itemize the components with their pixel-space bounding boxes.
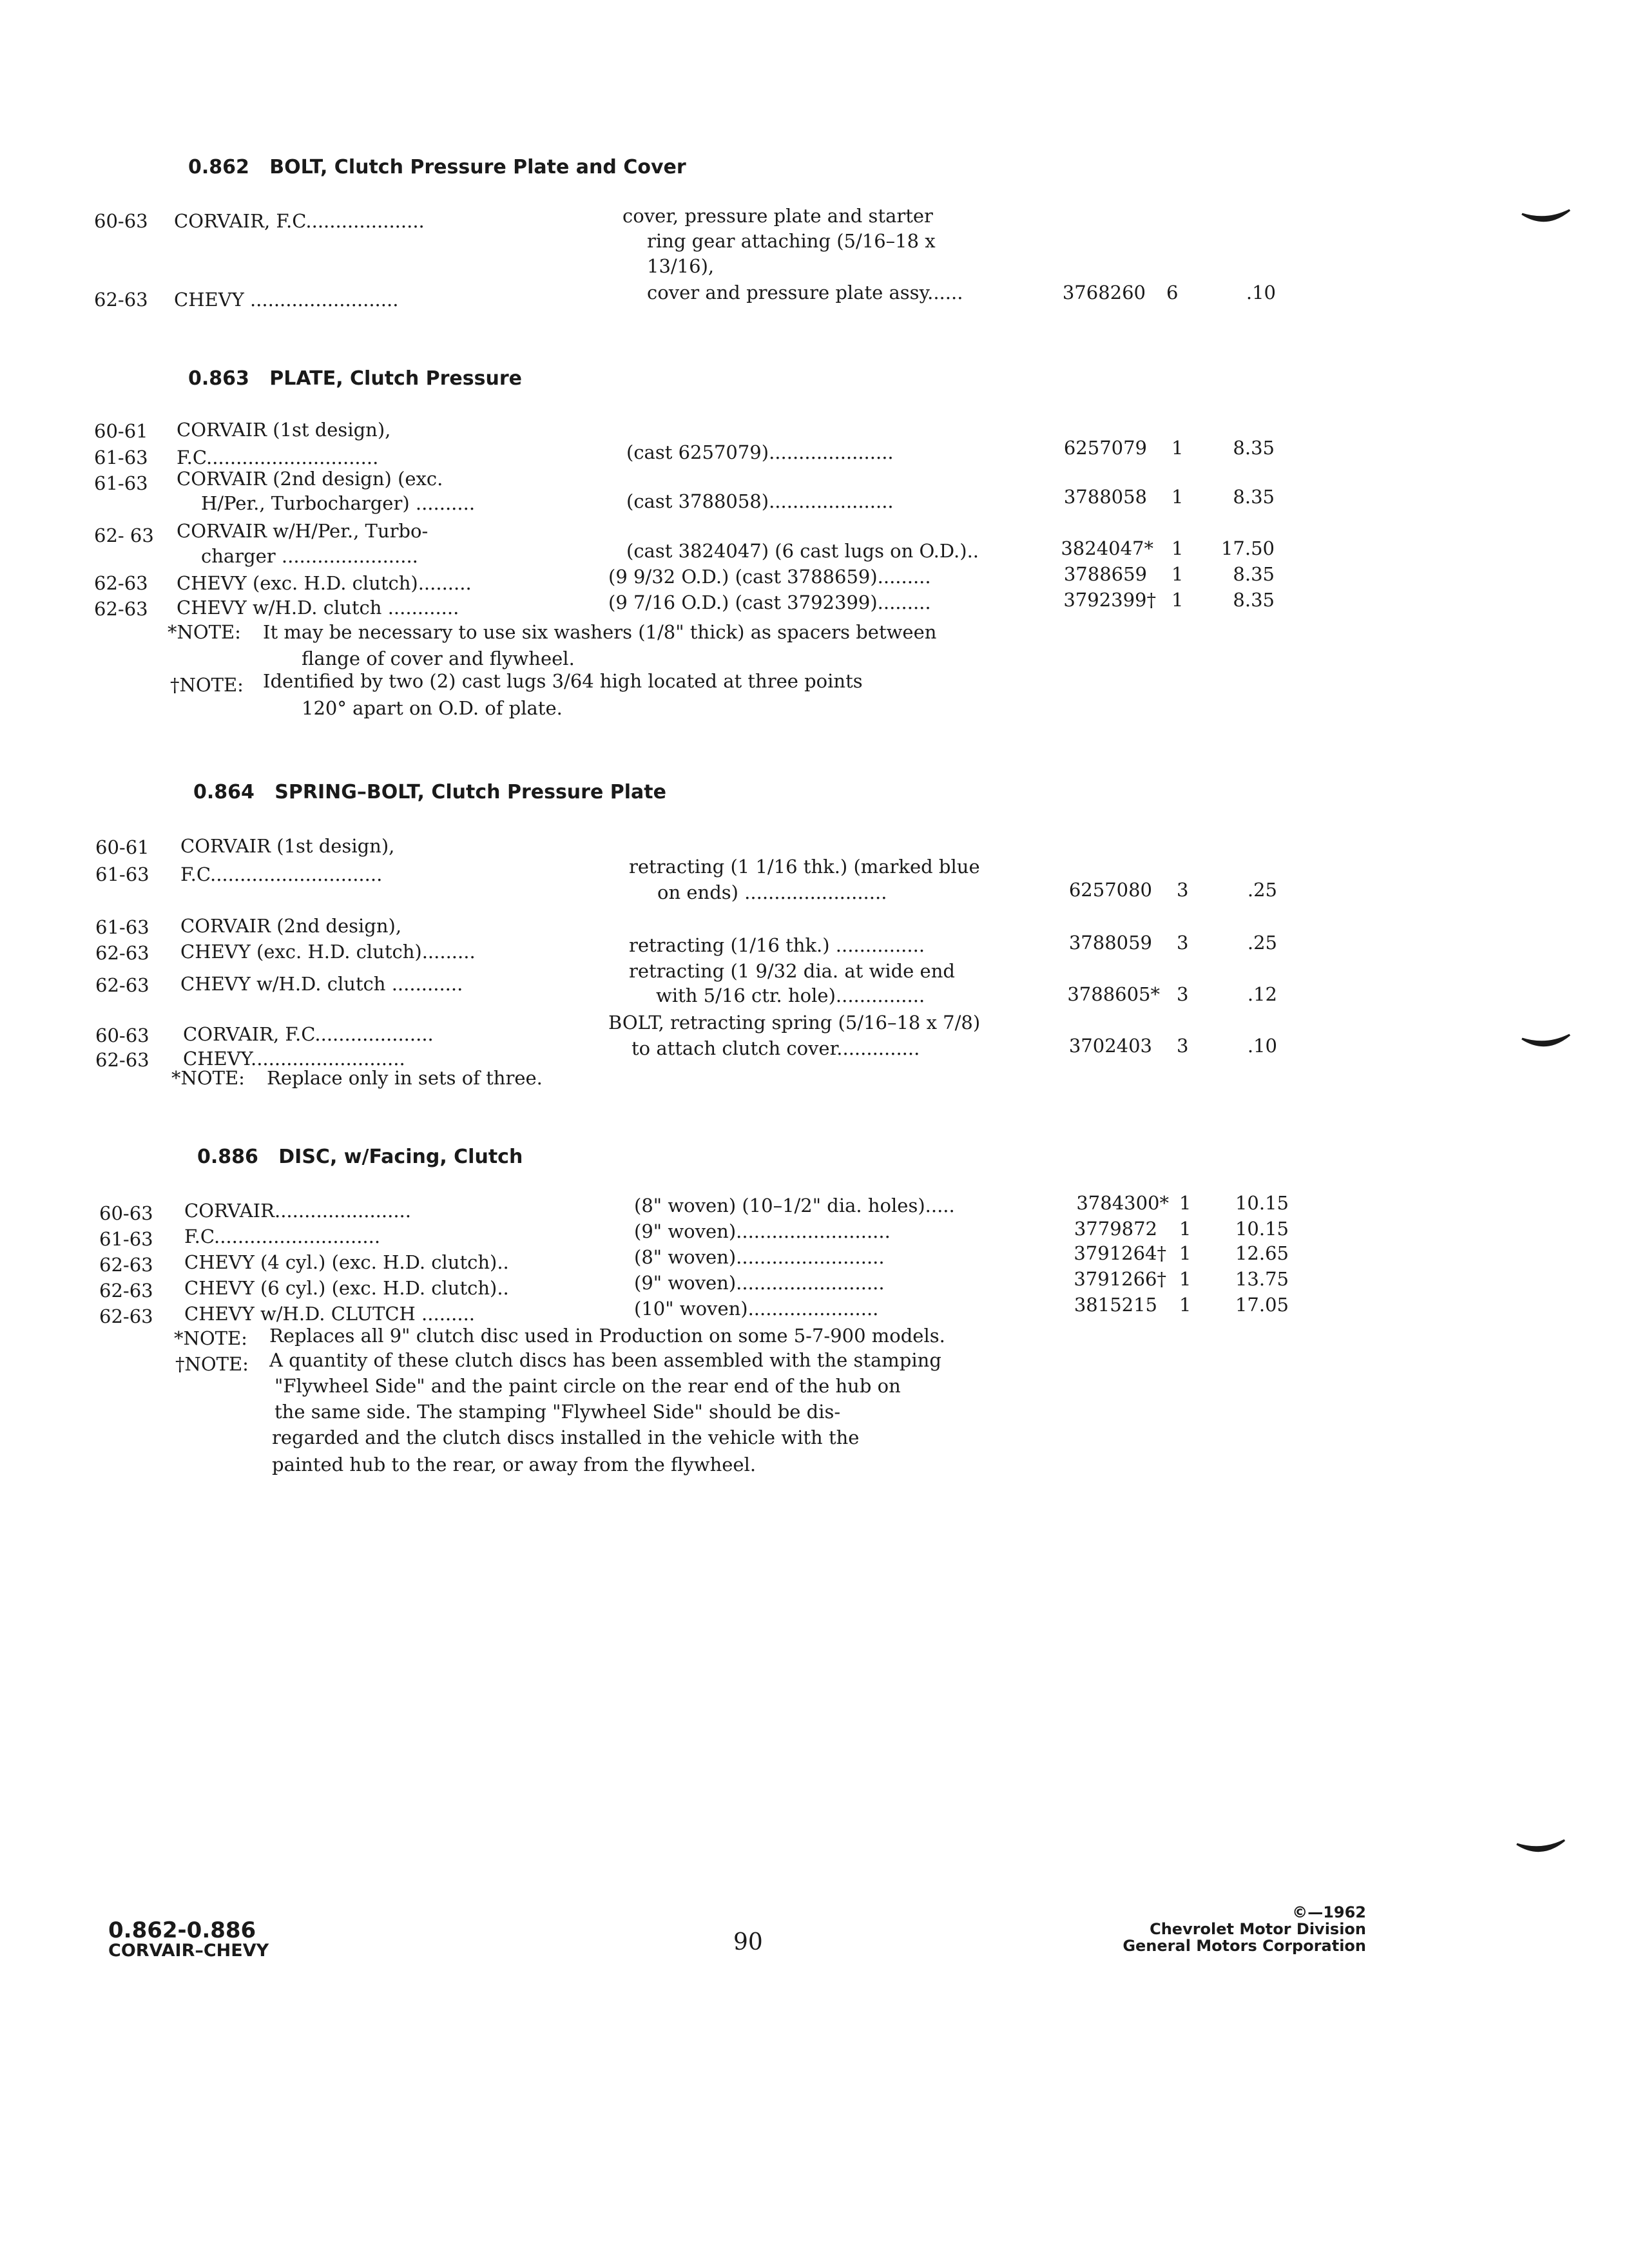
model-text: H/Per., Turbocharger) .......... bbox=[201, 492, 476, 514]
year-range: 60-63 bbox=[95, 1024, 149, 1046]
model-text: CORVAIR (1st design), bbox=[180, 835, 395, 857]
price: .25 bbox=[1247, 932, 1277, 954]
model-text: CORVAIR (2nd design), bbox=[180, 915, 402, 937]
model-text: CHEVY.......................... bbox=[183, 1048, 405, 1070]
model-text: CHEVY (6 cyl.) (exc. H.D. clutch).. bbox=[184, 1277, 509, 1299]
part-number: 3792399† bbox=[1063, 589, 1156, 611]
note-text: Identified by two (2) cast lugs 3/64 high located at three points bbox=[263, 670, 863, 692]
description-text: ring gear attaching (5/16–18 x bbox=[647, 230, 936, 252]
copyright: ©—1962 bbox=[1292, 1903, 1366, 1921]
note-text: 120° apart on O.D. of plate. bbox=[302, 697, 563, 719]
part-number: 3768260 bbox=[1062, 282, 1146, 303]
model-text: CORVAIR, F.C.................... bbox=[183, 1023, 434, 1045]
corporation-name: General Motors Corporation bbox=[1123, 1937, 1366, 1955]
note-text: It may be necessary to use six washers (1/8" thick) as spacers between bbox=[263, 621, 937, 643]
note-text: regarded and the clutch discs installed in the vehicle with the bbox=[272, 1427, 860, 1448]
description-text: cover, pressure plate and starter bbox=[622, 205, 933, 227]
model-text: CORVAIR, F.C.................... bbox=[174, 210, 425, 232]
description-text: retracting (1 1/16 thk.) (marked blue bbox=[629, 856, 980, 878]
note-label: †NOTE: bbox=[170, 674, 244, 696]
note-label: *NOTE: bbox=[174, 1327, 247, 1349]
year-range: 62-63 bbox=[94, 289, 148, 311]
group-title: SPRING–BOLT, Clutch Pressure Plate bbox=[275, 781, 666, 803]
quantity: 1 bbox=[1171, 437, 1184, 459]
price: 8.35 bbox=[1233, 589, 1275, 611]
description-text: (8" woven) (10–1/2" dia. holes)..... bbox=[634, 1195, 955, 1216]
division-name: Chevrolet Motor Division bbox=[1150, 1920, 1366, 1938]
description-text: to attach clutch cover.............. bbox=[631, 1037, 920, 1059]
year-range: 61-63 bbox=[94, 472, 148, 494]
part-number: 3784300* bbox=[1076, 1192, 1169, 1214]
page-number: 90 bbox=[733, 1929, 763, 1956]
year-range: 61-63 bbox=[94, 447, 148, 468]
quantity: 3 bbox=[1177, 879, 1189, 901]
price: 12.65 bbox=[1235, 1242, 1289, 1264]
year-range: 62-63 bbox=[99, 1280, 153, 1302]
quantity: 3 bbox=[1177, 1035, 1189, 1057]
price: .10 bbox=[1246, 282, 1276, 303]
year-range: 62-63 bbox=[99, 1254, 153, 1276]
description-text: (9" woven)......................... bbox=[634, 1272, 885, 1294]
year-range: 62-63 bbox=[99, 1305, 153, 1327]
price: 8.35 bbox=[1233, 437, 1275, 459]
price: 8.35 bbox=[1233, 486, 1275, 508]
price: 17.05 bbox=[1235, 1294, 1289, 1316]
part-number: 6257079 bbox=[1063, 437, 1147, 459]
price: 17.50 bbox=[1220, 537, 1275, 559]
section-heading bbox=[197, 1146, 523, 1168]
price: 8.35 bbox=[1233, 563, 1275, 585]
model-text: CHEVY w/H.D. clutch ............ bbox=[180, 973, 463, 995]
price: .12 bbox=[1247, 983, 1277, 1005]
year-range: 60-63 bbox=[94, 210, 148, 232]
section-heading bbox=[188, 367, 522, 390]
model-text: CHEVY (exc. H.D. clutch)......... bbox=[180, 941, 476, 963]
model-text: CHEVY (exc. H.D. clutch)......... bbox=[177, 572, 472, 594]
part-number: 3815215 bbox=[1074, 1294, 1157, 1316]
group-title: PLATE, Clutch Pressure bbox=[269, 367, 522, 390]
description-text: cover and pressure plate assy...... bbox=[647, 282, 963, 303]
note-text: painted hub to the rear, or away from the flywheel. bbox=[272, 1454, 757, 1475]
description-text: (cast 3824047) (6 cast lugs on O.D.).. bbox=[626, 540, 979, 562]
model-text: charger ....................... bbox=[201, 545, 418, 567]
section-heading bbox=[193, 781, 666, 803]
model-text: F.C............................. bbox=[180, 863, 383, 885]
part-number: 3791264† bbox=[1074, 1242, 1166, 1264]
model-text: F.C............................. bbox=[177, 447, 379, 468]
group-number: 0.863 bbox=[188, 367, 249, 390]
model-text: CORVAIR w/H/Per., Turbo- bbox=[177, 520, 429, 542]
description-text: on ends) ........................ bbox=[657, 881, 887, 903]
vehicle-line: CORVAIR–CHEVY bbox=[108, 1941, 269, 1961]
quantity: 1 bbox=[1171, 537, 1184, 559]
quantity: 1 bbox=[1179, 1218, 1191, 1240]
description-text: (cast 6257079)..................... bbox=[626, 441, 894, 463]
year-range: 62-63 bbox=[95, 1049, 149, 1071]
quantity: 1 bbox=[1171, 563, 1184, 585]
quantity: 1 bbox=[1179, 1294, 1191, 1316]
quantity: 1 bbox=[1179, 1268, 1191, 1290]
description-text: with 5/16 ctr. hole)............... bbox=[656, 985, 925, 1006]
model-text: F.C............................ bbox=[184, 1225, 381, 1247]
quantity: 1 bbox=[1171, 486, 1184, 508]
part-number: 3702403 bbox=[1068, 1035, 1152, 1057]
part-number: 3824047* bbox=[1061, 537, 1153, 559]
quantity: 3 bbox=[1177, 983, 1189, 1005]
part-number: 3791266† bbox=[1074, 1268, 1166, 1290]
year-range: 60-63 bbox=[99, 1202, 153, 1224]
year-range: 60-61 bbox=[95, 836, 149, 858]
note-text: "Flywheel Side" and the paint circle on the rear end of the hub on bbox=[275, 1375, 901, 1397]
part-number: 6257080 bbox=[1068, 879, 1152, 901]
quantity: 3 bbox=[1177, 932, 1189, 954]
description-text: (9 7/16 O.D.) (cast 3792399)......... bbox=[608, 591, 931, 613]
group-number: 0.864 bbox=[193, 781, 255, 803]
price: 13.75 bbox=[1235, 1268, 1289, 1290]
note-text: Replace only in sets of three. bbox=[267, 1067, 543, 1089]
description-text: retracting (1 9/32 dia. at wide end bbox=[629, 960, 955, 982]
year-range: 62-63 bbox=[94, 572, 148, 594]
note-text: A quantity of these clutch discs has been assembled with the stamping bbox=[269, 1349, 941, 1371]
description-text: (9 9/32 O.D.) (cast 3788659)......... bbox=[608, 566, 931, 588]
note-text: Replaces all 9" clutch disc used in Production on some 5-7-900 models. bbox=[269, 1325, 945, 1347]
group-title: BOLT, Clutch Pressure Plate and Cover bbox=[269, 156, 686, 178]
model-text: CORVAIR (2nd design) (exc. bbox=[177, 468, 443, 490]
description-text: (10" woven)...................... bbox=[634, 1298, 879, 1320]
group-range: 0.862-0.886 bbox=[108, 1917, 256, 1943]
price: .25 bbox=[1247, 879, 1277, 901]
model-text: CHEVY (4 cyl.) (exc. H.D. clutch).. bbox=[184, 1251, 509, 1273]
model-text: CHEVY w/H.D. clutch ............ bbox=[177, 597, 459, 619]
tick-mark-icon bbox=[1516, 1838, 1566, 1856]
tick-mark-icon bbox=[1521, 1032, 1571, 1050]
part-number: 3779872 bbox=[1074, 1218, 1157, 1240]
price: 10.15 bbox=[1235, 1218, 1289, 1240]
price: 10.15 bbox=[1235, 1192, 1289, 1214]
part-number: 3788059 bbox=[1068, 932, 1152, 954]
description-text: (cast 3788058)..................... bbox=[626, 490, 894, 512]
year-range: 60-61 bbox=[94, 420, 148, 442]
description-text: retracting (1/16 thk.) ............... bbox=[629, 934, 925, 956]
note-label: †NOTE: bbox=[175, 1353, 249, 1375]
quantity: 1 bbox=[1179, 1192, 1191, 1214]
note-text: the same side. The stamping "Flywheel Side" should be dis- bbox=[275, 1401, 841, 1423]
part-number: 3788605* bbox=[1067, 983, 1160, 1005]
note-label: *NOTE: bbox=[171, 1067, 245, 1089]
note-label: *NOTE: bbox=[168, 621, 241, 643]
model-text: CHEVY w/H.D. CLUTCH ......... bbox=[184, 1303, 476, 1325]
quantity: 1 bbox=[1171, 589, 1184, 611]
year-range: 62-63 bbox=[95, 974, 149, 996]
year-range: 61-63 bbox=[95, 916, 149, 938]
quantity: 1 bbox=[1179, 1242, 1191, 1264]
model-text: CHEVY ......................... bbox=[174, 289, 399, 311]
section-heading bbox=[188, 156, 686, 178]
price: .10 bbox=[1247, 1035, 1277, 1057]
group-title: DISC, w/Facing, Clutch bbox=[278, 1146, 523, 1168]
note-text: flange of cover and flywheel. bbox=[302, 648, 575, 669]
quantity: 6 bbox=[1166, 282, 1179, 303]
year-range: 62-63 bbox=[95, 942, 149, 964]
description-text: (9" woven).......................... bbox=[634, 1220, 891, 1242]
model-text: CORVAIR (1st design), bbox=[177, 419, 391, 441]
year-range: 62- 63 bbox=[94, 524, 154, 546]
year-range: 61-63 bbox=[99, 1228, 153, 1250]
year-range: 62-63 bbox=[94, 598, 148, 620]
year-range: 61-63 bbox=[95, 863, 149, 885]
part-number: 3788058 bbox=[1063, 486, 1147, 508]
description-text: (8" woven)......................... bbox=[634, 1246, 885, 1268]
tick-mark-icon bbox=[1521, 207, 1571, 226]
description-text: BOLT, retracting spring (5/16–18 x 7/8) bbox=[608, 1012, 981, 1033]
description-text: 13/16), bbox=[647, 255, 715, 277]
group-number: 0.886 bbox=[197, 1146, 258, 1168]
model-text: CORVAIR....................... bbox=[184, 1200, 411, 1222]
part-number: 3788659 bbox=[1063, 563, 1147, 585]
group-number: 0.862 bbox=[188, 156, 249, 178]
